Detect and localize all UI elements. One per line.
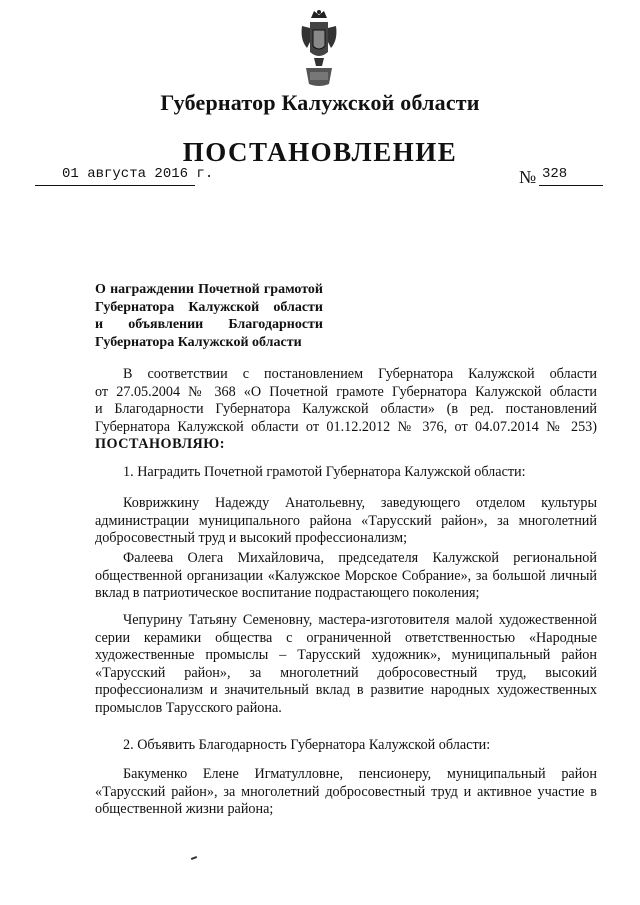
paragraph-line: общественной организации «Калужское Морское Собрание», за большой личный [95, 567, 597, 584]
paragraph-line: Коврижкину Надежду Анатольевну, заведующего отделом культуры [123, 495, 597, 511]
paragraph-line: Фалеева Олега Михайловича, председателя Калужской региональной [123, 550, 597, 566]
item-2-heading [95, 737, 597, 755]
paragraph-line: вклад в патриотическое воспитание подрастающего поколения; [95, 585, 480, 602]
award-paragraph-1 [95, 495, 597, 548]
subject-line: и объявлении Благодарности [95, 317, 323, 332]
paragraph-line: художественные промыслы – Тарусский художник», муниципальный район [95, 647, 597, 664]
paragraph-line: «Тарусский район», за многолетний добросовестный труд, высокий [95, 664, 597, 681]
paragraph-line: «Тарусский район», за многолетний добросовестный труд и активное участие в [95, 783, 597, 800]
coat-of-arms-icon [298, 8, 340, 88]
paragraph-line: серии керамики общества с ограниченной ответственностью «Народные [95, 629, 597, 646]
document-number: 328 [542, 166, 568, 182]
paragraph-line: Губернатора Калужской области от 01.12.2012 № 376, от 04.07.2014 № 253) [95, 418, 597, 435]
document-subject [95, 281, 323, 351]
award-paragraph-3 [95, 612, 597, 718]
paragraph-line: и Благодарности Губернатора Калужской области» (в ред. постановлений [95, 401, 597, 418]
legal-basis-paragraph [95, 366, 597, 454]
issuing-authority: Губернатор Калужской области [160, 90, 480, 115]
paragraph-line: от 27.05.2004 № 368 «О Почетной грамоте Губернатора Калужской области [95, 383, 597, 400]
award-paragraph-2 [95, 550, 597, 603]
item-heading-text: 1. Наградить Почетной грамотой Губернатора Калужской области: [123, 464, 526, 480]
subject-line: Губернатора Калужской области [95, 299, 323, 315]
item-1-heading [95, 464, 597, 482]
number-label: № [519, 167, 537, 187]
paragraph-line: администрации муниципального района «Тарусский район», за многолетний [95, 512, 597, 529]
document-date: 01 августа 2016 г. [62, 166, 214, 182]
subject-line: О награждении Почетной грамотой [95, 282, 323, 297]
paragraph-line: профессионализм и значительный вклад в развитие народных художественных [95, 682, 597, 699]
decree-word: ПОСТАНОВЛЯЮ: [95, 436, 226, 453]
document-type-title: ПОСТАНОВЛЕНИЕ [182, 137, 458, 167]
paragraph-line: промыслов Тарусского района. [95, 699, 282, 716]
paragraph-line: Чепурину Татьяну Семеновну, мастера-изготовителя малой художественной [123, 612, 597, 628]
scan-mark [191, 856, 197, 860]
paragraph-line: добросовестный труд и высокий профессионализм; [95, 530, 408, 547]
paragraph-line: В соответствии с постановлением Губернатора Калужской области [123, 366, 597, 382]
item-heading-text: 2. Объявить Благодарность Губернатора Калужской области: [123, 737, 491, 753]
thanks-paragraph-1 [95, 766, 597, 819]
subject-line: Губернатора Калужской области [95, 334, 302, 350]
paragraph-line: Бакуменко Елене Игматулловне, пенсионеру, муниципальный район [123, 766, 597, 782]
paragraph-line: общественной жизни района; [95, 801, 274, 818]
